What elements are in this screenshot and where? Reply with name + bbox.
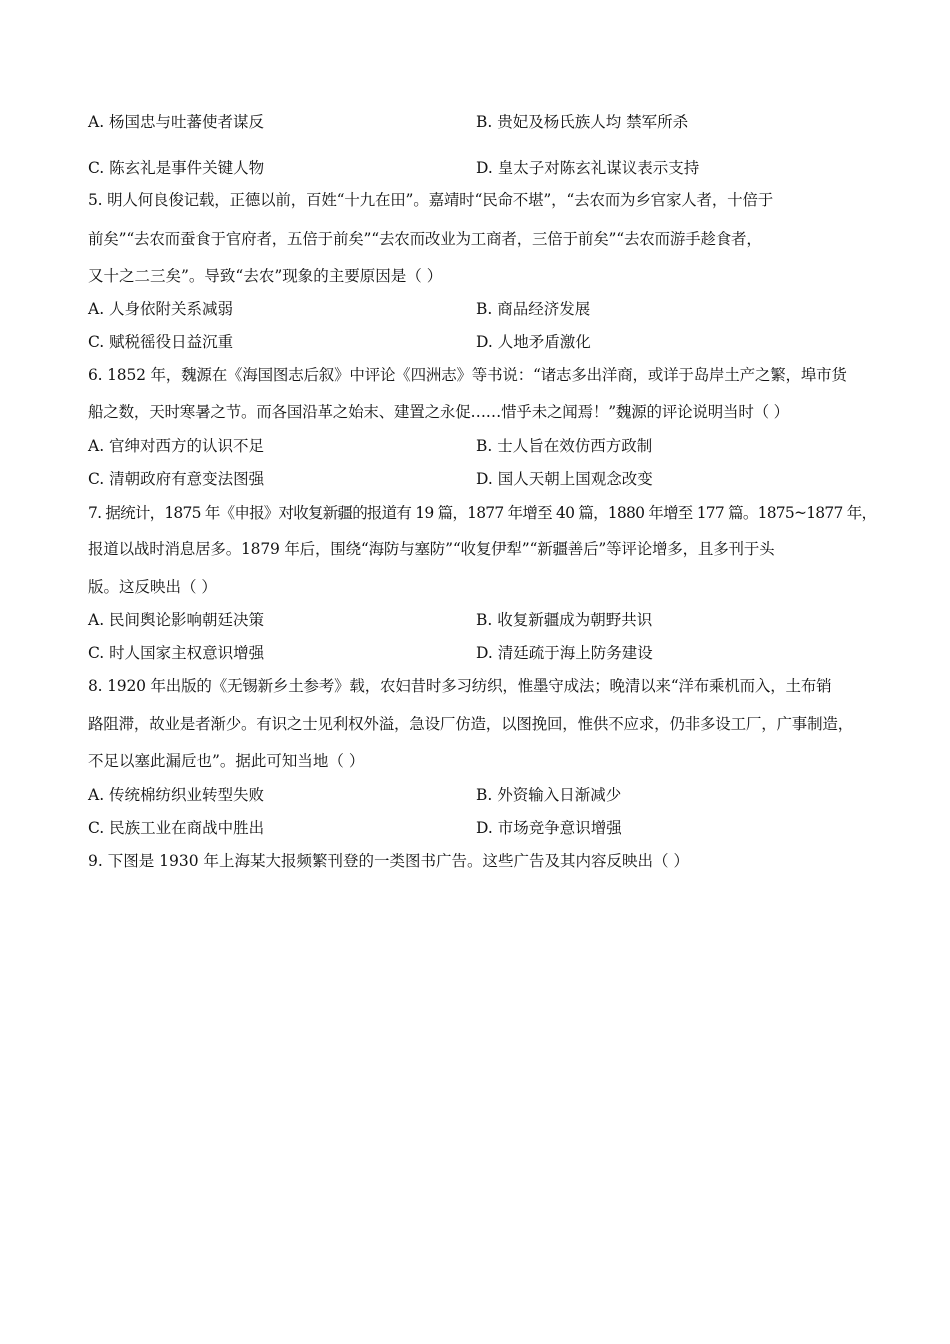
q7-stem-line-3: 版。这反映出（ ） <box>88 578 217 596</box>
q4-option-d: D. 皇太子对陈玄礼谋议表示支持 <box>476 159 700 177</box>
q5-option-c: C. 赋税徭役日益沉重 <box>88 333 234 351</box>
q6-option-d: D. 国人天朝上国观念改变 <box>476 470 653 488</box>
q5-stem-line-3: 又十之二三矣”。导致“去农”现象的主要原因是（ ） <box>88 267 443 285</box>
q5-stem-line-1: 5. 明人何良俊记载，正德以前，百姓“十九在田”。嘉靖时“民命不堪”，“去农而为乡官家人者，十倍于 <box>88 191 774 209</box>
q6-option-c: C. 清朝政府有意变法图强 <box>88 470 265 488</box>
q4-option-c: C. 陈玄礼是事件关键人物 <box>88 159 265 177</box>
q4-option-b: B. 贵妃及杨氏族人均 禁军所杀 <box>476 113 689 131</box>
q8-stem-line-3: 不足以塞此漏卮也”。据此可知当地（ ） <box>88 752 365 770</box>
q7-option-a: A. 民间舆论影响朝廷决策 <box>88 611 265 629</box>
q6-option-b: B. 士人旨在效仿西方政制 <box>476 437 653 455</box>
q8-stem-line-1: 8. 1920 年出版的《无锡新乡土参考》载，农妇昔时多习纺织，惟墨守成法；晚清以来“洋布乘机而入，土布销 <box>88 677 832 695</box>
q7-option-c: C. 时人国家主权意识增强 <box>88 644 265 662</box>
q4-option-a: A. 杨国忠与吐蕃使者谋反 <box>88 113 265 131</box>
q6-stem-line-2: 船之数，天时寒暑之节。而各国沿革之始末、建置之永促……惜乎未之闻焉！”魏源的评论说明当时（ ） <box>88 403 789 421</box>
q7-option-d: D. 清廷疏于海上防务建设 <box>476 644 653 662</box>
q7-option-b: B. 收复新疆成为朝野共识 <box>476 611 653 629</box>
q8-option-a: A. 传统棉纺织业转型失败 <box>88 786 265 804</box>
q9-stem-line-1: 9. 下图是 1930 年上海某大报频繁刊登的一类图书广告。这些广告及其内容反映出（ ） <box>88 852 689 870</box>
q8-option-b: B. 外资输入日渐减少 <box>476 786 622 804</box>
q8-stem-line-2: 路阻滞，故业是者渐少。有识之士见利权外溢，急设厂仿造，以图挽回，惟供不应求，仍非多设工厂，广事制造， <box>88 715 854 733</box>
q8-option-d: D. 市场竞争意识增强 <box>476 819 622 837</box>
q7-stem-line-2: 报道以战时消息居多。1879 年后，围绕“海防与塞防”“收复伊犁”“新疆善后”等评论增多，且多刊于头 <box>88 540 775 558</box>
q7-stem-line-1: 7. 据统计，1875 年《申报》对收复新疆的报道有 19 篇，1877 年增至 40 篇，1880 年增至 177 篇。1875~1877 年， <box>88 504 877 522</box>
q5-option-a: A. 人身依附关系减弱 <box>88 300 234 318</box>
q5-option-b: B. 商品经济发展 <box>476 300 591 318</box>
q6-option-a: A. 官绅对西方的认识不足 <box>88 437 265 455</box>
q5-option-d: D. 人地矛盾激化 <box>476 333 591 351</box>
q5-stem-line-2: 前矣”“去农而蚕食于官府者，五倍于前矣”“去农而改业为工商者，三倍于前矣”“去农而游手趁食者， <box>88 230 762 248</box>
q8-option-c: C. 民族工业在商战中胜出 <box>88 819 265 837</box>
q6-stem-line-1: 6. 1852 年，魏源在《海国图志后叙》中评论《四洲志》等书说：“诸志多出洋商，或详于岛岸土产之繁，埠市货 <box>88 366 847 384</box>
